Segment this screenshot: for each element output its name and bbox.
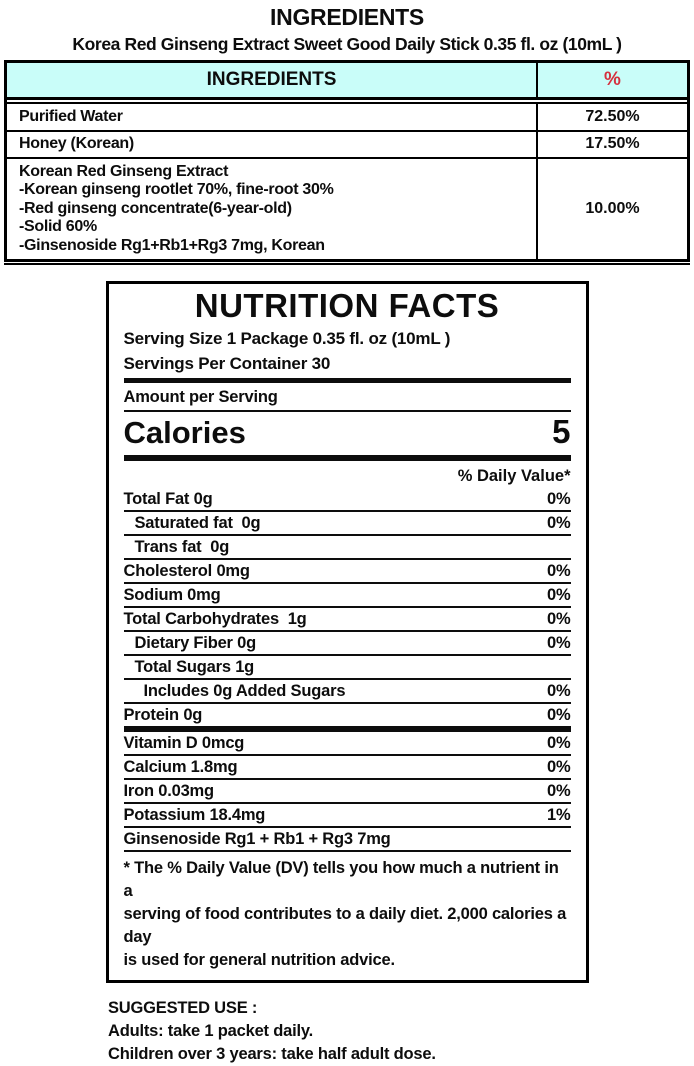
ingredient-name-line: Purified Water [19,107,123,125]
nutrient-label: Cholesterol 0mg [123,561,250,580]
suggested-use-heading: SUGGESTED USE : [108,998,258,1017]
nutrient-label: Calcium 1.8mg [123,757,238,776]
table-row [7,130,687,158]
nutrient-label: Ginsenoside Rg1 + Rb1 + Rg3 7mg [123,829,391,848]
nutrient-row [124,560,571,582]
ingredients-table [4,60,690,262]
calories-value: 5 [552,412,571,450]
nutrient-daily-value: 0% [547,705,571,724]
ingredients-column-header: INGREDIENTS [206,69,337,90]
ingredient-name-line: Honey (Korean) [19,135,134,152]
ingredients-table-body [7,104,687,259]
product-name: Korea Red Ginseng Extract Sweet Good Daily Stick 0.35 fl. oz (10mL ) [72,34,622,54]
nutrient-row [124,488,571,510]
ingredient-name-line: -Solid 60% [19,218,97,235]
nutrient-daily-value: 0% [547,733,571,752]
ingredient-name [7,104,536,130]
nutrient-daily-value: 1% [547,805,571,824]
nutrient-label: Includes 0g Added Sugars [143,681,346,700]
nutrient-row [124,704,571,726]
nutrition-facts-panel [106,281,589,983]
header-divider [7,97,687,104]
serving-size: Serving Size 1 Package 0.35 fl. oz (10mL ) [123,328,451,348]
nutrient-row [124,828,571,850]
nutrient-row [124,680,571,702]
table-row [7,157,687,259]
nutrient-label: Saturated fat 0g [134,513,261,532]
label-page [0,4,694,1066]
nutrient-label: Vitamin D 0mcg [123,733,245,752]
ingredient-name-line: Korean Red Ginseng Extract [19,162,229,180]
table-bottom-rule [4,263,690,265]
daily-value-footnote [124,852,571,972]
ingredients-table-header [7,63,687,97]
nutrient-row [124,608,571,630]
nutrient-row [124,780,571,802]
nutrient-daily-value: 0% [547,489,571,508]
ingredient-name-line: -Red ginseng concentrate(6-year-old) [19,199,292,217]
percent-column-header: % [536,63,687,97]
calories-label: Calories [123,414,246,450]
amount-per-serving: Amount per Serving [123,387,278,406]
nutrient-label: Trans fat 0g [134,537,230,556]
footnote-line: serving of food contributes to a daily diet. 2,000 calories a day [123,904,567,946]
ingredient-name [7,159,536,259]
table-row [7,104,687,130]
nutrient-row [124,512,571,534]
footnote-line: * The % Daily Value (DV) tells you how much a nutrient in a [123,858,559,900]
nutrient-daily-value: 0% [547,757,571,776]
nutrient-label: Protein 0g [123,705,203,724]
footnote-line: is used for general nutrition advice. [123,950,395,969]
nutrient-row [124,536,571,558]
nutrient-daily-value: 0% [547,513,571,532]
section-bar [124,455,571,461]
nutrient-daily-value: 0% [547,781,571,800]
nutrient-daily-value: 0% [547,585,571,604]
nutrient-daily-value: 0% [547,609,571,628]
nutrient-label: Total Sugars 1g [134,657,255,676]
nutrient-row [124,656,571,678]
nutrient-label: Sodium 0mg [123,585,221,604]
nutrient-label: Dietary Fiber 0g [134,633,257,652]
nutrient-daily-value: 0% [547,681,571,700]
nutrient-label: Total Carbohydrates 1g [123,609,307,628]
ingredient-percent: 72.50% [536,104,687,130]
nutrient-rows [124,488,571,852]
nutrient-label: Total Fat 0g [123,489,213,508]
nutrient-daily-value: 0% [547,633,571,652]
suggested-use-line: Adults: take 1 packet daily. [108,1021,314,1040]
ingredient-percent: 17.50% [536,132,687,158]
page-title: INGREDIENTS [270,4,424,30]
nutrient-row [124,732,571,754]
calories-row [124,412,571,453]
nutrient-label: Iron 0.03mg [123,781,214,800]
nutrient-label: Potassium 18.4mg [123,805,266,824]
nutrient-row [124,804,571,826]
nutrient-daily-value: 0% [547,561,571,580]
ingredient-name-line: -Ginsenoside Rg1+Rb1+Rg3 7mg, Korean [19,236,325,254]
servings-per-container: Servings Per Container 30 [123,353,331,373]
nutrient-row [124,756,571,778]
nutrient-row [124,632,571,654]
nutrition-facts-title: NUTRITION FACTS [194,286,500,324]
ingredient-name [7,132,536,158]
suggested-use-line: Children over 3 years: take half adult dose. [108,1044,436,1063]
section-bar [124,378,571,383]
daily-value-header: % Daily Value* [457,466,571,485]
suggested-use [108,997,694,1066]
ingredient-name-line: -Korean ginseng rootlet 70%, fine-root 30% [19,181,334,198]
nutrient-row [124,584,571,606]
ingredient-percent: 10.00% [536,159,687,259]
